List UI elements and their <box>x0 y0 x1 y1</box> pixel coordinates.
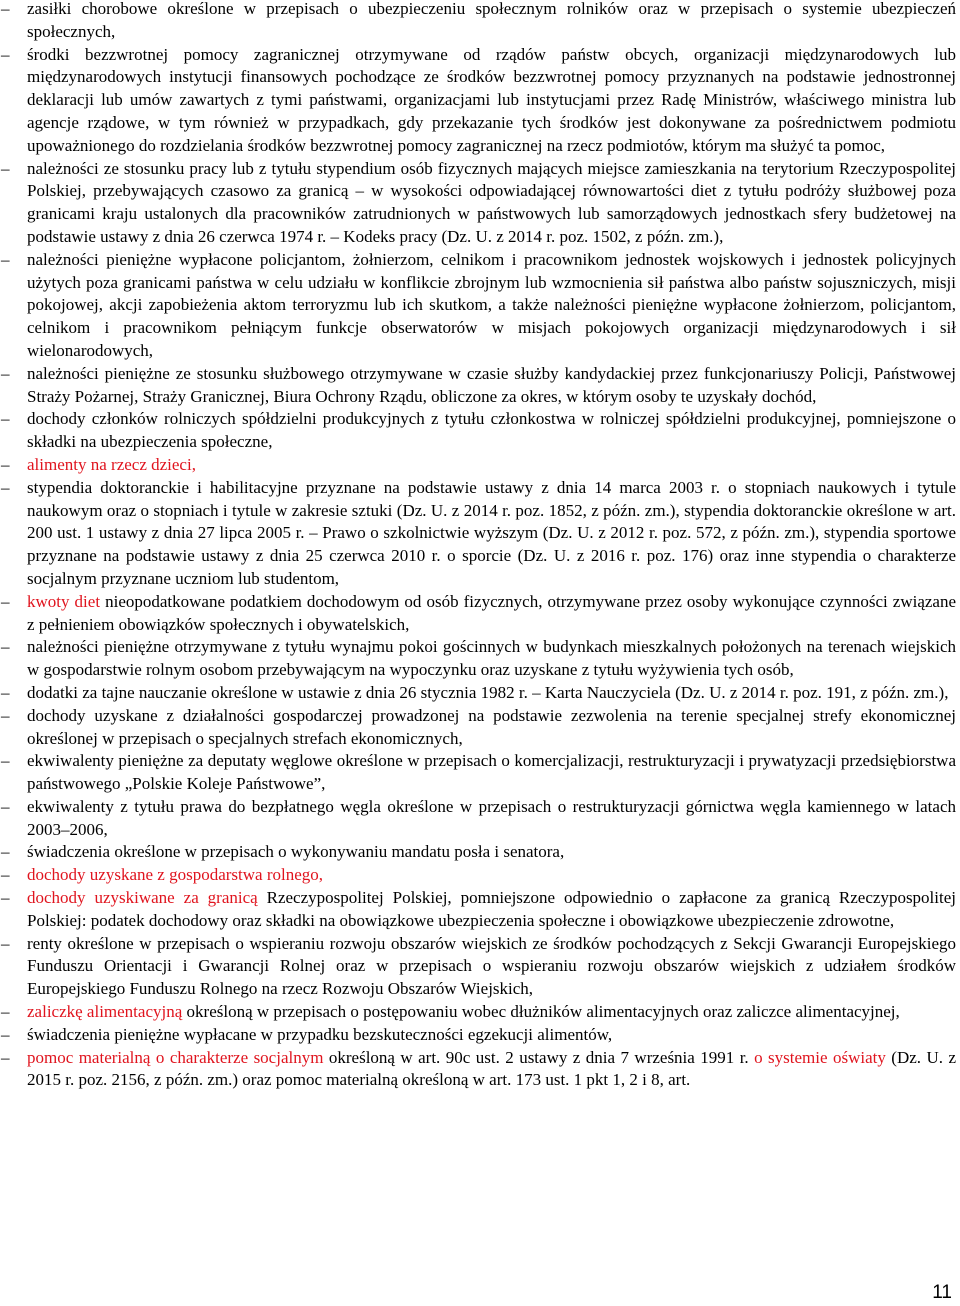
item-text: określoną w przepisach o postępowaniu wobec dłużników alimentacyjnych oraz zaliczce alimentacyjnej, <box>182 1002 900 1022</box>
highlighted-text: zaliczkę alimentacyjną <box>27 1002 183 1022</box>
list-item <box>0 454 960 477</box>
dash-bullet: – <box>1 0 10 18</box>
list-item <box>0 636 960 682</box>
dash-bullet: – <box>1 249 10 269</box>
highlighted-text: dochody uzyskane z gospodarstwa rolnego, <box>27 865 324 885</box>
item-text: nieopodatkowane podatkiem dochodowym od osób fizycznych, otrzymywane przez osoby wykonujące czynności związane z pełnieniem obowiązków społecznych i obywatelskich, <box>27 591 956 634</box>
list-item <box>0 158 960 249</box>
dash-bullet: – <box>1 637 10 657</box>
list-item <box>0 933 960 1001</box>
dash-bullet: – <box>1 44 10 64</box>
list-item <box>0 44 960 158</box>
item-text: dochody uzyskane z działalności gospodarczej prowadzonej na podstawie zezwolenia na terenie specjalnej strefy ekonomicznej określonej w przepisach o specjalnych strefach ekonomicznych, <box>27 705 956 748</box>
item-text: stypendia doktoranckie i habilitacyjne przyznane na podstawie ustawy z dnia 14 marca 2003 r. o stopniach naukowych i tytule naukowym oraz o stopniach i tytule w zakresie sztuki (Dz. U. z 2014 r. poz. 1852, z późn. zm.), stypendia doktoranckie określone w art. 200 ust. 1 ustawy z dnia 27 lipca 2005 r. – Prawo o szkolnictwie wyższym (Dz. U. z 2012 r. poz. 572, z późn. zm.), stypendia sportowe przyznane na podstawie ustawy z dnia 25 czerwca 2010 r. o sporcie (Dz. U. z 2016 r. poz. 176) oraz inne stypendia o charakterze socjalnym przyznane uczniom lub studentom, <box>27 477 956 588</box>
highlighted-text: kwoty diet <box>27 591 101 611</box>
item-text: dochody członków rolniczych spółdzielni produkcyjnych z tytułu członkostwa w rolniczej spółdzielni produkcyjnej, pomniejszone o składki na ubezpieczenia społeczne, <box>27 409 956 452</box>
list-item <box>0 1001 960 1024</box>
list-item <box>0 249 960 363</box>
list-item <box>0 796 960 842</box>
item-text: określoną w art. 90c ust. 2 ustawy z dnia 7 września 1991 r. <box>323 1047 755 1067</box>
dash-bullet: – <box>1 1002 10 1022</box>
page-number: 11 <box>932 1282 952 1303</box>
item-text: należności pieniężne otrzymywane z tytułu wynajmu pokoi gościnnych w budynkach mieszkalnych położonych na terenach wiejskich w gospodarstwie rolnym osobom przebywającym na wypoczynku oraz uzyskane z tytułu wyżywienia tych osób, <box>27 637 956 680</box>
item-text: świadczenia pieniężne wypłacane w przypadku bezskuteczności egzekucji alimentów, <box>27 1024 613 1044</box>
dash-bullet: – <box>1 1024 10 1044</box>
list-item <box>0 408 960 454</box>
item-text: świadczenia określone w przepisach o wykonywaniu mandatu posła i senatora, <box>27 842 565 862</box>
highlighted-text: pomoc materialną o charakterze socjalnym <box>27 1047 324 1067</box>
dash-bullet: – <box>1 682 10 702</box>
list-item <box>0 864 960 887</box>
item-text: (Dz. U. z 2015 r. poz. 2156, z późn. zm.) oraz pomoc materialną określoną w art. 173 ust. 1 pkt 1, 2 i 8, art. <box>27 1047 956 1090</box>
item-text: renty określone w przepisach o wspieraniu rozwoju obszarów wiejskich ze środków pochodzących z Sekcji Gwarancji Europejskiego Funduszu Orientacji i Gwarancji Rolnej oraz w przepisach o wspieraniu rozwoju obszarów wiejskich z udziałem środków Europejskiego Funduszu Rolnego na rzecz Rozwoju Obszarów Wiejskich, <box>27 933 956 999</box>
item-text: Rzeczypospolitej Polskiej, pomniejszone odpowiednio o zapłacone za granicą Rzeczypospolitej Polskiej: podatek dochodowy oraz składki na obowiązkowe ubezpieczenia społeczne i obowiązkowe ubezpieczenie zdrowotne, <box>27 888 956 930</box>
list-item <box>0 1047 960 1093</box>
list-item <box>0 682 960 705</box>
dash-bullet: – <box>1 454 10 474</box>
dash-bullet: – <box>1 842 10 862</box>
dash-bullet: – <box>1 591 10 611</box>
dash-bullet: – <box>1 888 10 908</box>
item-text: należności pieniężne wypłacone policjantom, żołnierzom, celnikom i pracownikom jednostek wojskowych i jednostek policyjnych użytych poza granicami państwa w celu udziału w konflikcie zbrojnym lub wzmocnienia sił państwa albo państw sojuszniczych, misji pokojowej, akcji zapobieżenia aktom terroryzmu lub ich skutkom, a także należności pieniężne wypłacone żołnierzom, policjantom, celnikom i pracownikom pełniącym funkcje obserwatorów w misjach pokojowych organizacji międzynarodowych i sił wielonarodowych, <box>27 249 956 360</box>
list-item <box>0 887 960 933</box>
list-item <box>0 750 960 796</box>
highlighted-text: dochody uzyskiwane za granicą <box>27 888 258 908</box>
dash-bullet: – <box>1 409 10 429</box>
dash-bullet: – <box>1 158 10 178</box>
dash-bullet: – <box>1 1047 10 1067</box>
dash-bullet: – <box>1 865 10 885</box>
item-text: środki bezzwrotnej pomocy zagranicznej otrzymywane od rządów państw obcych, organizacji międzynarodowych lub międzynarodowych instytucji finansowych pochodzące ze środków bezzwrotnej pomocy przyznanych na podstawie jednostronnej deklaracji lub umów zawartych z tymi państwami, organizacjami lub instytucjami przez Radę Ministrów, właściwego ministra lub agencje rządowe, w tym również w przypadkach, gdy przekazanie tych środków jest dokonywane za pośrednictwem podmiotu upoważnionego do rozdzielania środków bezzwrotnej pomocy zagranicznej na rzecz podmiotów, którym ma służyć ta pomoc, <box>27 44 956 155</box>
dash-bullet: – <box>1 477 10 497</box>
dash-bullet: – <box>1 705 10 725</box>
dash-bullet: – <box>1 933 10 953</box>
dash-bullet: – <box>1 751 10 771</box>
list-item <box>0 477 960 591</box>
item-text: ekwiwalenty z tytułu prawa do bezpłatnego węgla określone w przepisach o restrukturyzacji górnictwa węgla kamiennego w latach 2003–2006, <box>27 796 956 839</box>
dash-bullet: – <box>1 796 10 816</box>
list-item <box>0 705 960 751</box>
item-text: należności ze stosunku pracy lub z tytułu stypendium osób fizycznych mających miejsce zamieszkania na terytorium Rzeczypospolitej Polskiej, przebywających czasowo za granicą – w wysokości odpowiadającej równowartości diet z tytułu podróży służbowej poza granicami kraju ustalonych dla pracowników zatrudnionych w państwowych lub samorządowych jednostkach sfery budżetowej na podstawie ustawy z dnia 26 czerwca 1974 r. – Kodeks pracy (Dz. U. z 2014 r. poz. 1502, z późn. zm.), <box>27 158 956 246</box>
highlighted-text: o systemie oświaty <box>754 1047 886 1067</box>
list-item <box>0 0 960 44</box>
highlighted-text: alimenty na rzecz dzieci, <box>27 454 196 474</box>
item-text: zasiłki chorobowe określone w przepisach o ubezpieczeniu społecznym rolników oraz w przepisach o systemie ubezpieczeń społecznych, <box>27 0 956 41</box>
item-text: dodatki za tajne nauczanie określone w ustawie z dnia 26 stycznia 1982 r. – Karta Nauczyciela (Dz. U. z 2014 r. poz. 191, z późn. zm.), <box>27 682 949 702</box>
list-item <box>0 363 960 409</box>
item-text: należności pieniężne ze stosunku służbowego otrzymywane w czasie służby kandydackiej przez funkcjonariuszy Policji, Państwowej Straży Pożarnej, Straży Granicznej, Biura Ochrony Rządu, obliczone za okres, w którym osoby te uzyskały dochód, <box>27 363 956 406</box>
list-item <box>0 841 960 864</box>
dash-bullet: – <box>1 363 10 383</box>
item-text: ekwiwalenty pieniężne za deputaty węglowe określone w przepisach o komercjalizacji, restrukturyzacji i prywatyzacji przedsiębiorstwa państwowego „Polskie Koleje Państwowe”, <box>27 751 956 794</box>
list-item <box>0 591 960 637</box>
list-item <box>0 1024 960 1047</box>
